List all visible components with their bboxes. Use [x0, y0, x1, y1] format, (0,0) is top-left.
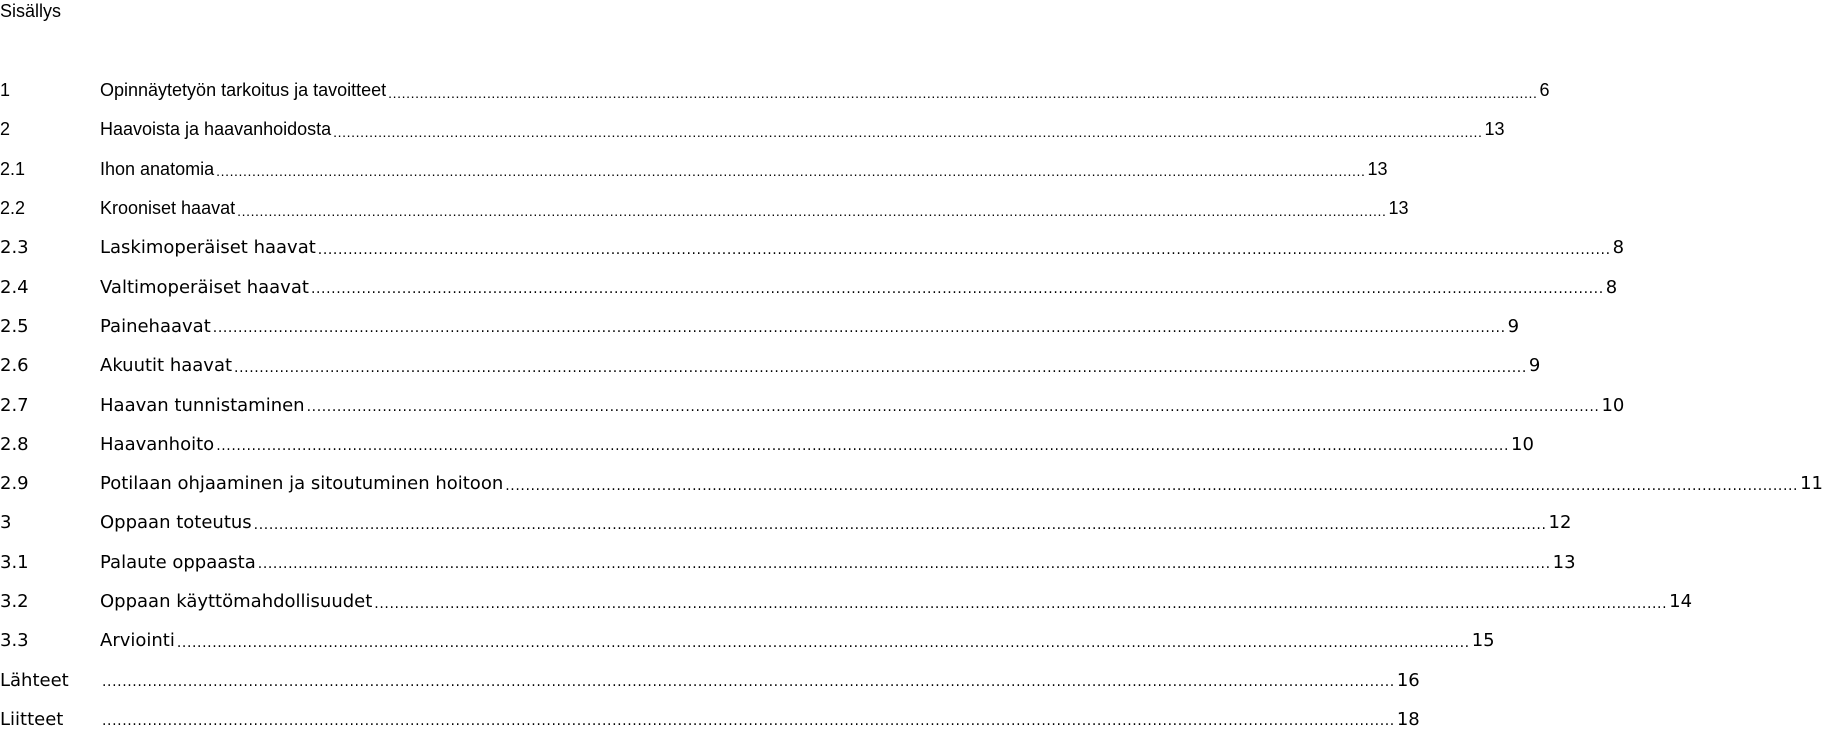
- toc-entry-number: 2.1: [0, 158, 26, 179]
- toc-entry-page: 11: [1800, 473, 1823, 495]
- toc-entry-page: 13: [1484, 119, 1505, 140]
- toc-list: [0, 71, 1823, 739]
- toc-entry-page: 9: [1507, 315, 1520, 337]
- toc-entry[interactable]: [0, 660, 1420, 699]
- toc-entry-page: 10: [1601, 394, 1625, 416]
- toc-entry-page: 13: [1367, 158, 1388, 179]
- toc-entry-page: 13: [1552, 551, 1576, 573]
- toc-entry-page: 6: [1539, 80, 1550, 101]
- toc-entry-number: 2.4: [0, 276, 29, 298]
- toc-dot-leader: ................................................................................................................................................................................................................................................................: [216, 163, 1366, 180]
- toc-entry-page: 18: [1396, 708, 1420, 730]
- toc-dot-leader: ................................................................................................................................................................................................................................................................: [216, 438, 1510, 455]
- toc-entry[interactable]: [0, 621, 1495, 660]
- toc-entry-number: 2.2: [0, 198, 26, 219]
- toc-entry[interactable]: [0, 385, 1625, 424]
- toc-dot-leader: ................................................................................................................................................................................................................................................................: [253, 516, 1547, 533]
- toc-entry-label: Krooniset haavat: [100, 198, 236, 219]
- toc-dot-leader: ................................................................................................................................................................................................................................................................: [212, 320, 1506, 337]
- toc-entry-number: 3.2: [0, 591, 29, 612]
- toc-entry[interactable]: [0, 110, 1505, 149]
- toc-entry-number: 3.1: [0, 551, 29, 573]
- toc-entry-page: 8: [1612, 237, 1625, 259]
- toc-dot-leader: ................................................................................................................................................................................................................................................................: [374, 595, 1668, 612]
- toc-dot-leader: ................................................................................................................................................................................................................................................................: [176, 634, 1470, 651]
- toc-entry-label: Oppaan toteutus: [100, 512, 252, 534]
- toc-dot-leader: ................................................................................................................................................................................................................................................................: [388, 84, 1538, 101]
- toc-entry-number: 2.9: [0, 473, 29, 495]
- toc-entry-number: 2.7: [0, 394, 29, 416]
- toc-entry-label: Oppaan käyttömahdollisuudet: [100, 591, 373, 612]
- toc-dot-leader: ................................................................................................................................................................................................................................................................: [306, 399, 1600, 416]
- toc-entry-number: Liitteet: [0, 708, 64, 730]
- toc-dot-leader: ................................................................................................................................................................................................................................................................: [317, 241, 1611, 258]
- toc-entry-number: 3.3: [0, 630, 29, 652]
- toc-entry-label: Painehaavat: [100, 315, 211, 337]
- toc-title: Sisällys: [0, 1, 62, 21]
- toc-entry[interactable]: [0, 503, 1572, 542]
- toc-entry[interactable]: [0, 267, 1618, 306]
- toc-entry[interactable]: [0, 700, 1420, 739]
- toc-entry-page: 10: [1511, 433, 1534, 455]
- toc-entry-label: Haavan tunnistaminen: [100, 394, 305, 416]
- toc-entry-number: 2.5: [0, 315, 29, 337]
- toc-entry[interactable]: [0, 189, 1409, 228]
- toc-entry-number: 1: [0, 80, 11, 101]
- toc-entry-number: 2.8: [0, 433, 29, 455]
- toc-entry-label: Palaute oppaasta: [100, 551, 256, 573]
- toc-dot-leader: ................................................................................................................................................................................................................................................................: [237, 202, 1387, 219]
- toc-entry-page: 12: [1548, 512, 1572, 534]
- toc-entry[interactable]: [0, 71, 1550, 110]
- toc-entry-number: 2: [0, 119, 11, 140]
- toc-entry[interactable]: [0, 464, 1823, 503]
- toc-entry[interactable]: [0, 346, 1541, 385]
- toc-entry-page: 13: [1388, 198, 1409, 219]
- toc-entry-page: 9: [1528, 355, 1541, 377]
- toc-dot-leader: ................................................................................................................................................................................................................................................................: [257, 556, 1551, 573]
- toc-entry-label: Haavanhoito: [100, 433, 215, 455]
- toc-entry-number: 2.6: [0, 355, 29, 377]
- toc-entry[interactable]: [0, 425, 1534, 464]
- toc-entry-number: Lähteet: [0, 669, 69, 691]
- toc-entry-page: 14: [1669, 591, 1693, 612]
- toc-entry-page: 8: [1605, 276, 1618, 298]
- toc-dot-leader: ................................................................................................................................................................................................................................................................: [102, 713, 1395, 730]
- toc-entry-label: Akuutit haavat: [100, 355, 233, 377]
- toc-entry-label: Laskimoperäiset haavat: [100, 237, 316, 259]
- toc-entry-page: 15: [1471, 630, 1495, 652]
- toc-entry-label: Potilaan ohjaaminen ja sitoutuminen hoitoon: [100, 473, 504, 495]
- toc-dot-leader: ................................................................................................................................................................................................................................................................: [102, 674, 1395, 691]
- toc-entry-label: Opinnäytetyön tarkoitus ja tavoitteet: [100, 80, 387, 101]
- toc-entry-page: 16: [1396, 669, 1420, 691]
- toc-dot-leader: ................................................................................................................................................................................................................................................................: [234, 359, 1527, 376]
- toc-entry-label: Valtimoperäiset haavat: [100, 276, 309, 298]
- toc-entry-label: Haavoista ja haavanhoidosta: [100, 119, 332, 140]
- toc-entry[interactable]: [0, 582, 1693, 621]
- toc-dot-leader: ................................................................................................................................................................................................................................................................: [505, 477, 1799, 494]
- toc-entry[interactable]: [0, 228, 1625, 267]
- toc-entry-number: 2.3: [0, 237, 29, 259]
- toc-entry[interactable]: [0, 543, 1576, 582]
- toc-entry-label: Arviointi: [100, 630, 175, 652]
- toc-entry[interactable]: [0, 307, 1520, 346]
- toc-entry[interactable]: [0, 150, 1388, 189]
- toc-entry-number: 3: [0, 512, 12, 534]
- toc-dot-leader: ................................................................................................................................................................................................................................................................: [333, 123, 1483, 140]
- toc-entry-label: Ihon anatomia: [100, 158, 215, 179]
- toc-dot-leader: ................................................................................................................................................................................................................................................................: [310, 281, 1604, 298]
